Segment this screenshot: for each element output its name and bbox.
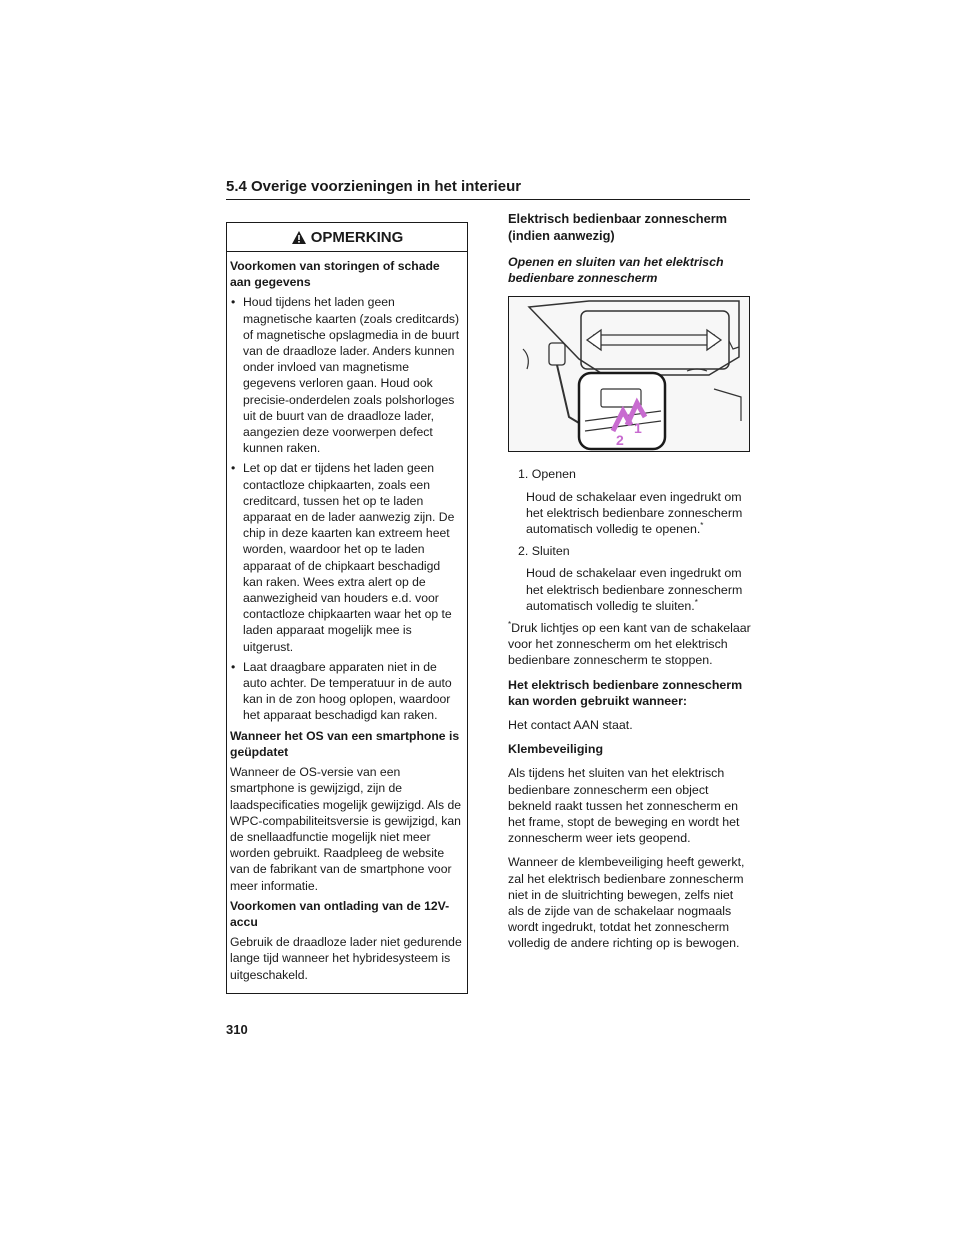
section-subtitle: Openen en sluiten van het elektrisch bedienbare zonnescherm <box>508 255 724 286</box>
sunshade-illustration <box>508 296 750 452</box>
notice-heading: Wanneer het OS van een smartphone is geüpdatet <box>230 728 460 759</box>
notice-header <box>227 223 467 252</box>
usable-heading: Het elektrisch bedienbare zonnescherm kan worden gebruikt wanneer: <box>508 677 743 708</box>
figure-label-2: 2 <box>616 432 624 449</box>
usable-text: Het contact AAN staat. <box>508 718 633 733</box>
notice-heading: Voorkomen van ontlading van de 12V-accu <box>230 898 450 929</box>
figure-label-1: 1 <box>634 420 642 437</box>
notice-bullet: • Let op dat er tijdens het laden geen contactloze chipkaarten, zoals een creditcard, tussen het op te laden apparaat en de lader aanwezig zijn. De chip in deze kaarten kan extreem heet worden, waardoor het op te laden apparaat of de chipkaart beschadigd kan raken. Wees extra alert op de aanwezigheid van houders e.d. voor contactloze chipkaarten waar het op te laden apparaat mogelijk mee is uitgerust. <box>230 460 463 654</box>
notice-paragraph: Gebruik de draadloze lader niet gedurende lange tijd wanneer het hybridesysteem is uitgeschakeld. <box>230 935 462 982</box>
notice-bullet-list <box>230 294 463 723</box>
section-header: 5.4 Overige voorzieningen in het interieur <box>226 178 750 200</box>
step-list <box>508 466 752 614</box>
notice-bullet: • Laat draagbare apparaten niet in de auto achter. De temperatuur in de auto kan in de zon hoog oplopen, waardoor het apparaat beschadigd kan raken. <box>230 659 463 724</box>
notice-heading: Voorkomen van storingen of schade aan gegevens <box>230 259 440 290</box>
section-title: Elektrisch bedienbaar zonnescherm (indien aanwezig) <box>508 211 728 243</box>
step-heading: 1. Openen <box>518 467 576 482</box>
notice-box <box>226 222 468 994</box>
step-description: Houd de schakelaar even ingedrukt om het elektrisch bedienbare zonnescherm automatisch volledig te openen.* <box>526 489 743 537</box>
notice-paragraph: Wanneer de OS-versie van een smartphone is gewijzigd, zijn de laadspecificaties mogelijk gewijzigd. Als de WPC-compabiliteitsversie is gewijzigd, kan de snellaadfunctie mogelijk niet meer worden gebruikt. Raadpleeg de website van de fabrikant van de smartphone voor meer informatie. <box>230 765 462 893</box>
pinch-paragraph: Als tijdens het sluiten van het elektrisch bedienbare zonnescherm een object bekneld raakt tussen het zonnescherm en het frame, stopt de beweging en wordt het zonnescherm weer iets geopend. <box>508 766 740 846</box>
notice-label: OPMERKING <box>310 228 404 246</box>
step-heading: 2. Sluiten <box>518 544 570 559</box>
pinch-paragraph: Wanneer de klembeveiliging heeft gewerkt, zal het elektrisch bedienbare zonnescherm niet in de sluitrichting bewegen, zelfs niet als de zijde van de schakelaar nogmaals wordt ingedrukt, totdat het zonnescherm volledig de andere richting op is bewogen. <box>508 855 745 951</box>
right-column <box>508 210 752 960</box>
footnote: *Druk lichtjes op een kant van de schakelaar voor het zonnescherm om het elektrisch bedienbare zonnescherm te stoppen. <box>508 619 751 668</box>
notice-bullet: • Houd tijdens het laden geen magnetische kaarten (zoals creditcards) of magnetische opslagmedia in de buurt van de draadloze lader. Anders kunnen onder invloed van magnetisme gegevens verloren gaan. Houd ook precisie-onderdelen zoals polshorloges uit de buurt van de draadloze lader, aangezien deze voorwerpen defect kunnen raken. <box>230 294 463 456</box>
notice-body <box>227 252 467 983</box>
pinch-heading: Klembeveiliging <box>508 742 604 757</box>
page-number: 310 <box>226 1022 248 1037</box>
step-description: Houd de schakelaar even ingedrukt om het elektrisch bedienbare zonnescherm automatisch volledig te sluiten.* <box>526 566 743 613</box>
warning-icon <box>291 230 307 245</box>
